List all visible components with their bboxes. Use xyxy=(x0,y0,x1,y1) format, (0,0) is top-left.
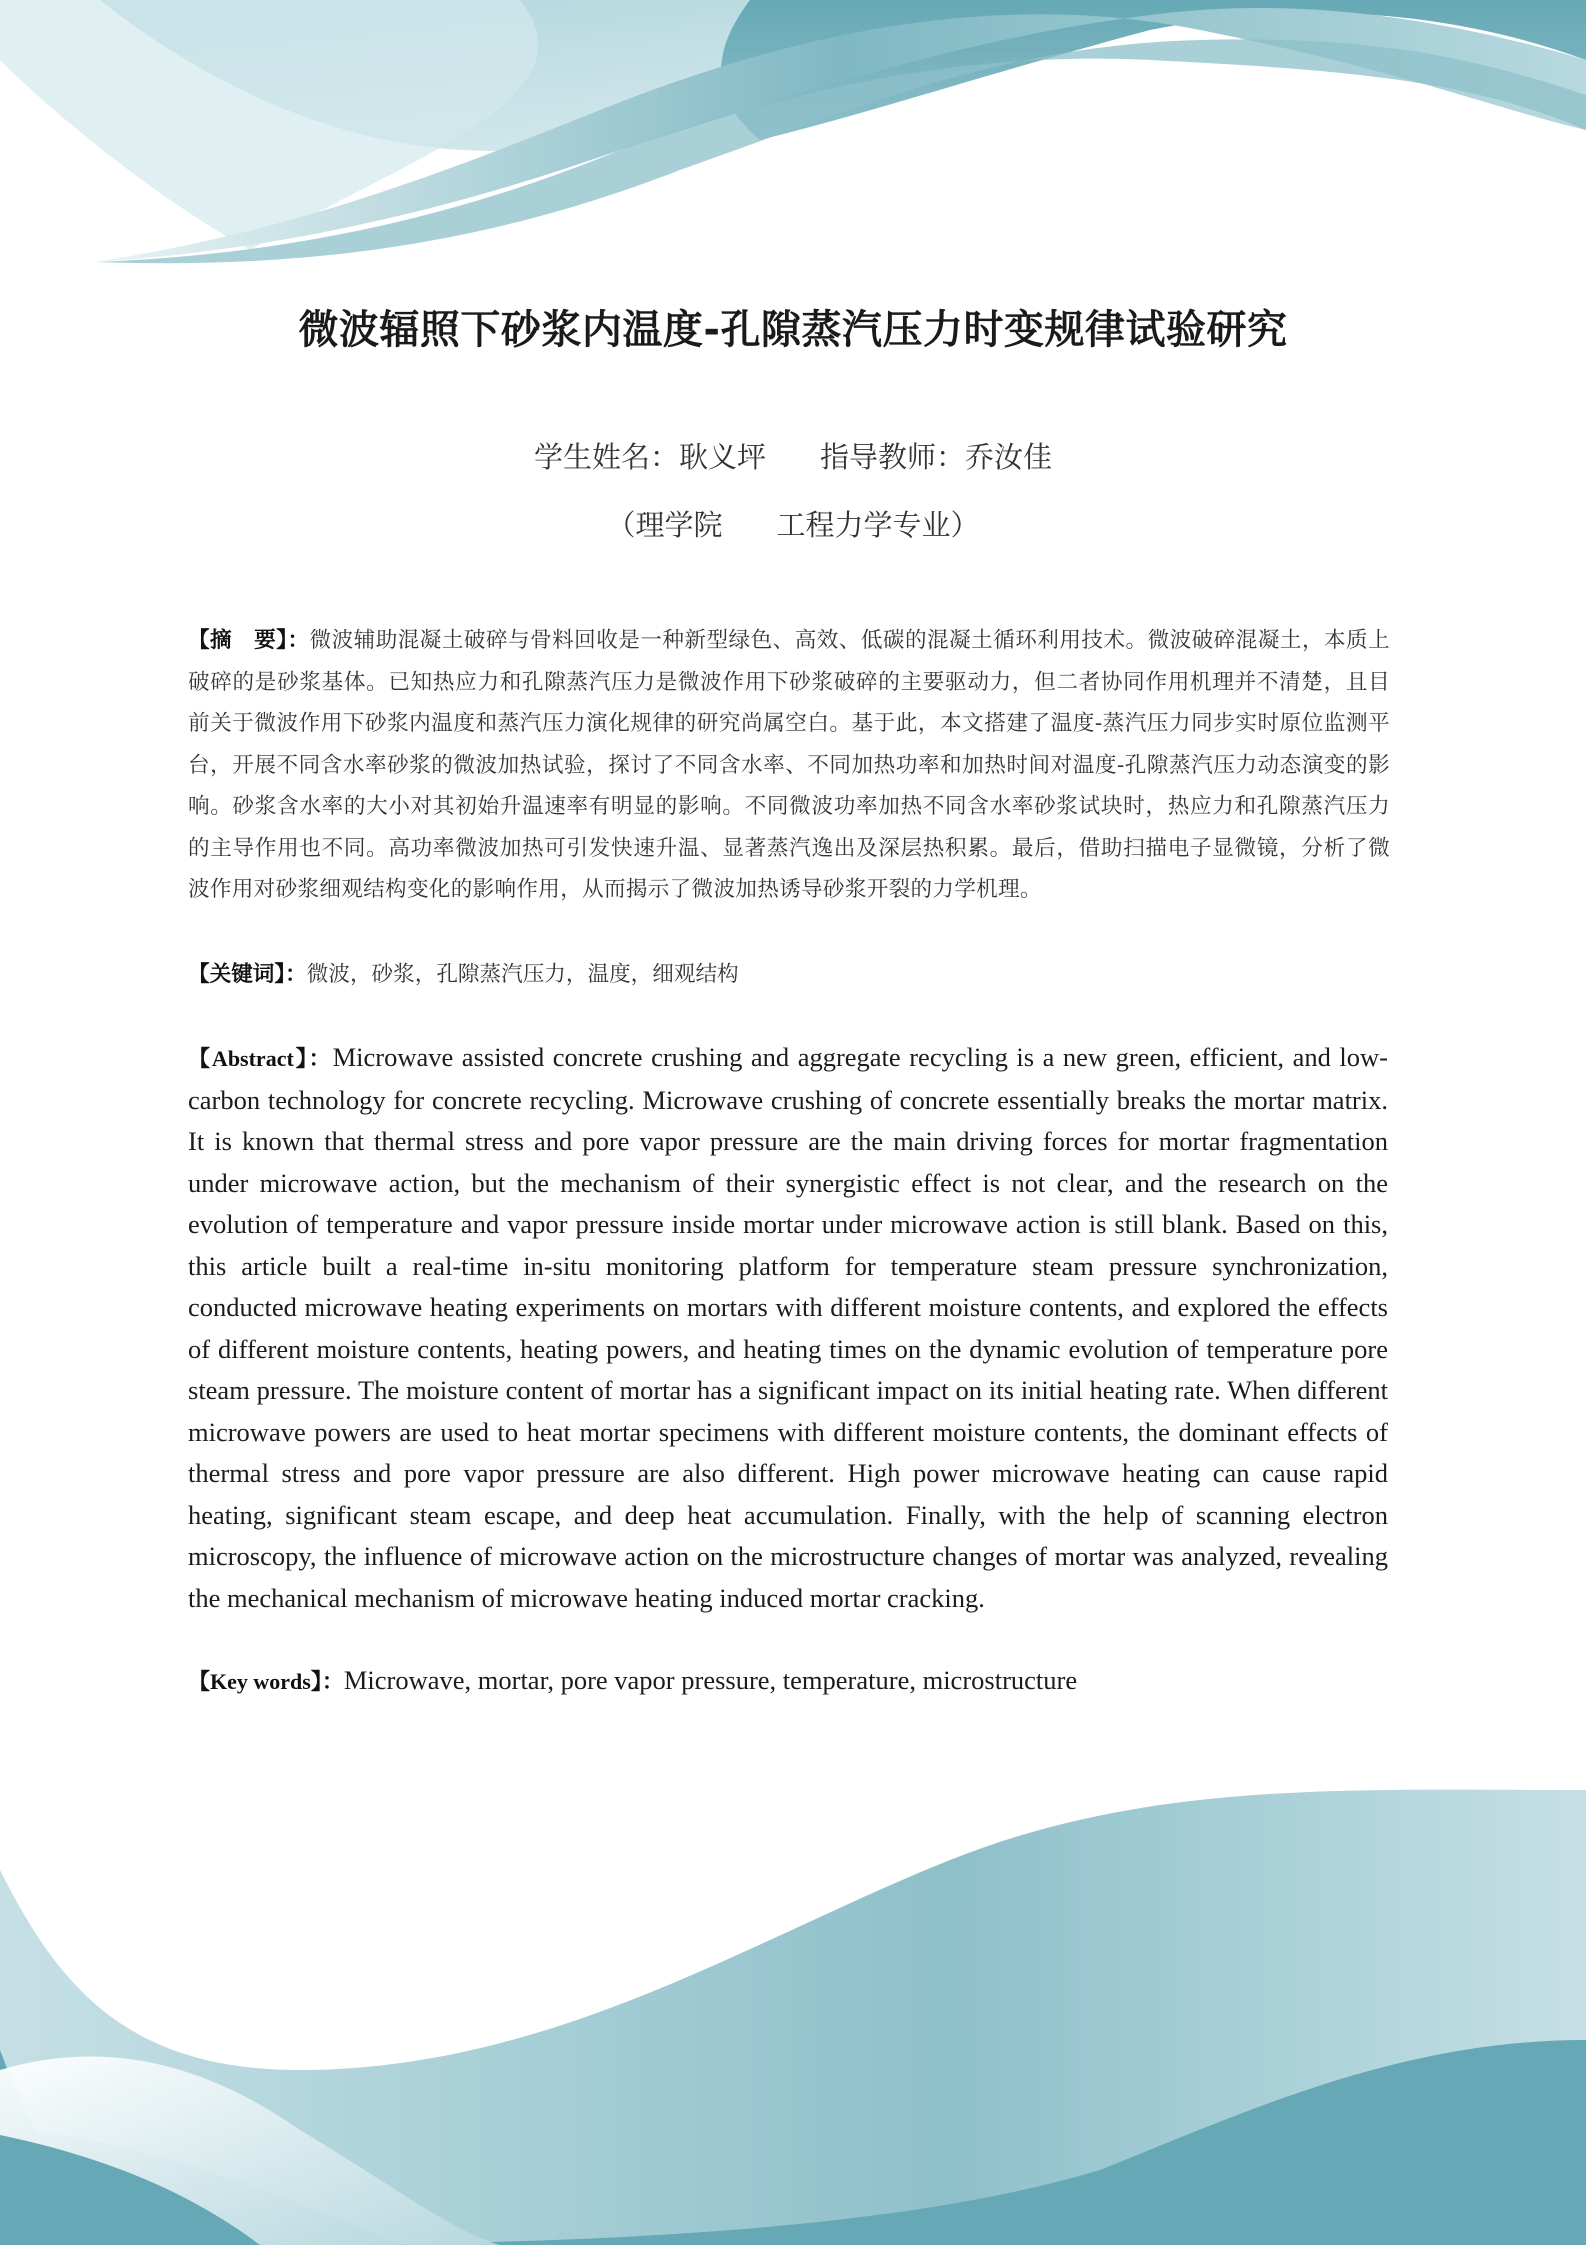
top-wave-dark xyxy=(721,0,1586,140)
chinese-keywords xyxy=(188,954,1390,996)
english-keywords xyxy=(188,1660,1388,1703)
student-label: 学生姓名： xyxy=(533,440,679,474)
english-keywords-text: Microwave, mortar, pore vapor pressure, temperature, microstructure xyxy=(343,1665,1078,1695)
chinese-keywords-text: 微波，砂浆，孔隙蒸汽压力，温度，细观结构 xyxy=(306,962,739,987)
department-line xyxy=(0,503,1586,544)
advisor-name: 乔汝佳 xyxy=(965,440,1053,474)
advisor-label: 指导教师： xyxy=(820,440,966,474)
top-wave-left-light xyxy=(0,0,538,250)
chinese-keywords-label: 【关键词】： xyxy=(188,962,307,987)
bottom-wave-left-edge xyxy=(0,2050,40,2140)
major: 工程力学专业） xyxy=(776,508,980,542)
author-line xyxy=(0,435,1586,476)
bottom-wave-light xyxy=(0,1790,1586,2245)
bottom-wave-white-ribbon xyxy=(0,2057,500,2245)
department: （理学院 xyxy=(606,508,723,542)
bottom-wave-left-dark xyxy=(0,2130,400,2245)
english-abstract xyxy=(188,1037,1388,1619)
english-abstract-label: 【Abstract】： xyxy=(188,1046,333,1071)
top-wave-ribbon xyxy=(95,8,1586,262)
top-wave-decoration xyxy=(0,0,1586,320)
page-title: 微波辐照下砂浆内温度-孔隙蒸汽压力时变规律试验研究 xyxy=(298,307,1288,353)
bottom-wave-dark xyxy=(250,2040,1586,2245)
top-wave-front xyxy=(95,39,1586,263)
bottom-wave-decoration xyxy=(0,1740,1586,2245)
chinese-abstract-label: 【摘 要】： xyxy=(188,628,310,653)
student-name: 耿义坪 xyxy=(678,440,766,474)
top-wave-back xyxy=(0,0,1586,151)
chinese-abstract-text: 微波辅助混凝土破碎与骨料回收是一种新型绿色、高效、低碳的混凝土循环利用技术。微波破碎混凝土，本质上破碎的是砂浆基体。已知热应力和孔隙蒸汽压力是微波作用下砂浆破碎的主要驱动力，但二者协同作用机理并不清楚，且目前关于微波作用下砂浆内温度和蒸汽压力演化规律的研究尚属空白。基于此，本文搭建了温度-蒸汽压力同步实时原位监测平台，开展不同含水率砂浆的微波加热试验，探讨了不同含水率、不同加热功率和加热时间对温度-孔隙蒸汽压力动态演变的影响。砂浆含水率的大小对其初始升温速率有明显的影响。不同微波功率加热不同含水率砂浆试块时，热应力和孔隙蒸汽压力的主导作用也不同。高功率微波加热可引发快速升温、显著蒸汽逸出及深层热积累。最后，借助扫描电子显微镜，分析了微波作用对砂浆细观结构变化的影响作用，从而揭示了微波加热诱导砂浆开裂的力学机理。 xyxy=(188,628,1390,902)
english-abstract-text: Microwave assisted concrete crushing and aggregate recycling is a new green, efficient, and low-carbon technology for concrete recycling. Microwave crushing of concrete essentially breaks the mortar matrix. It is known that thermal stress and pore vapor pressure are the main driving forces for mortar fragmentation under microwave action, but the mechanism of their synergistic effect is not clear, and the research on the evolution of temperature and vapor pressure inside mortar under microwave action is still blank. Based on this, this article built a real-time in-situ monitoring platform for temperature steam pressure synchronization, conducted microwave heating experiments on mortars with different moisture contents, and explored the effects of different moisture contents, heating powers, and heating times on the dynamic evolution of temperature pore steam pressure. The moisture content of mortar has a significant impact on its initial heating rate. When different microwave powers are used to heat mortar specimens with different moisture contents, the dominant effects of thermal stress and pore vapor pressure are also different. High power microwave heating can cause rapid heating, significant steam escape, and deep heat accumulation. Finally, with the help of scanning electron microscopy, the influence of microwave action on the microstructure changes of mortar was analyzed, revealing the mechanical mechanism of microwave heating induced mortar cracking. xyxy=(188,1042,1388,1613)
english-keywords-label: 【Key words】： xyxy=(188,1669,344,1694)
chinese-abstract xyxy=(188,620,1390,911)
